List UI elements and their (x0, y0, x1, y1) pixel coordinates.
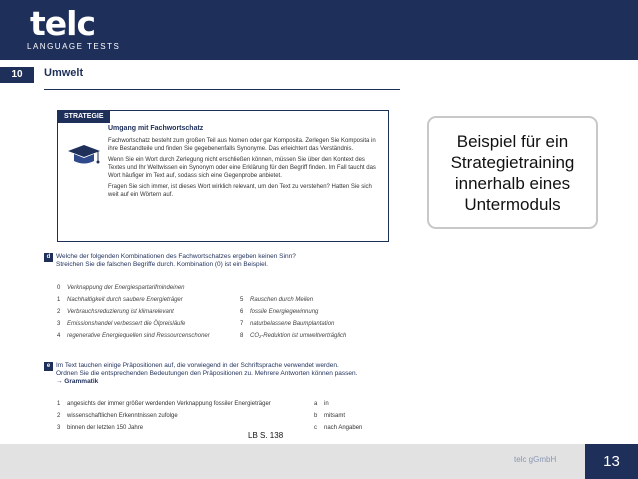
grammar-link[interactable]: → Grammatik (56, 378, 99, 385)
unit-number: 10 (0, 67, 34, 83)
logo-subtitle: LANGUAGE TESTS (27, 42, 121, 51)
task-badge: d (44, 253, 53, 262)
list-item: 1 Nachhaltigkeit durch saubere Energieträger (57, 297, 183, 303)
graduation-cap-icon (64, 141, 104, 171)
list-item: 5 Rauschen durch Meilen (240, 297, 314, 303)
header-bar (0, 0, 638, 60)
list-item: 7 naturbelassene Baumplantation (240, 321, 335, 327)
list-item: 3 binnen der letzten 150 Jahre (57, 425, 144, 431)
strategy-paragraph: Fragen Sie sich immer, ist dieses Wort wirklich relevant, um den Text zu verstehen? Hatten Sie sich weit auf ein Wörtern auf. (108, 184, 372, 198)
task-text-line: Streichen Sie die falschen Begriffe durch. Kombination (0) ist ein Beispiel. (56, 261, 268, 268)
task-text-line: Im Text tauchen einige Präpositionen auf, die vorwiegend in der Schriftsprache verwendet werden. (56, 362, 339, 369)
lb-reference: LB S. 138 (248, 431, 284, 440)
task-text-line: Welche der folgenden Kombinationen des Fachwortschatzes ergeben keinen Sinn? (56, 253, 296, 260)
footer-company: telc gGmbH (514, 455, 557, 464)
list-item: 6 fossile Energiegewinnung (240, 309, 319, 315)
list-item: 0 Verknappung der Energiespartarifmindeinen (57, 285, 185, 291)
list-item: 4 regenerative Energiequellen sind Ressourcenschoner (57, 333, 210, 339)
list-item: 8 CO₂-Reduktion ist umweltverträglich (240, 333, 347, 339)
strategy-tab: STRATEGIE (58, 111, 110, 123)
list-item: a in (314, 401, 329, 407)
callout-box: Beispiel für ein Strategietraining innerhalb eines Untermoduls (427, 116, 598, 229)
task-d-instructions (44, 253, 384, 269)
telc-logo: telc (30, 4, 96, 43)
strategy-text (108, 125, 378, 202)
list-item: 2 Verbrauchsreduzierung ist klimarelevant (57, 309, 174, 315)
list-item: 3 Emissionshandel verbessert die Ölpreisläufe (57, 321, 186, 327)
strategy-paragraph: Fachwortschatz besteht zum großen Teil aus Nomen oder gar Komposita. Zerlegen Sie Komposita in ihre Bestandteile und finden Sie gegebenenfalls Synonyme. Das erleichtert das Verständnis. (108, 138, 376, 152)
list-item: 1 angesichts der immer größer werdenden Verknappung fossiler Energieträger (57, 401, 271, 407)
task-badge: e (44, 362, 53, 371)
task-text-line: Ordnen Sie die entsprechenden Bedeutungen den Präpositionen zu. Mehrere Antworten können passen. (56, 370, 358, 377)
list-item: 2 wissenschaftlichen Erkenntnissen zufolge (57, 413, 178, 419)
strategy-heading: Umgang mit Fachwortschatz (108, 125, 204, 132)
strategy-paragraph: Wenn Sie ein Wort durch Zerlegung nicht erschließen können, müssen Sie über den Kontext des Textes und Ihr Weltwissen ein Synonym oder eine Erklärung für den Begriff finden. Im Fall taucht das Wort häufiger im Text auf, sodass sich eine Gegenprobe anbietet. (108, 157, 376, 179)
task-e-instructions (44, 362, 384, 386)
unit-title: Umwelt (44, 67, 84, 79)
page-number: 13 (585, 444, 638, 479)
list-item: b mitsamt (314, 413, 345, 419)
strategy-box (57, 110, 389, 242)
list-item: c nach Angaben (314, 425, 363, 431)
unit-divider (44, 89, 400, 90)
